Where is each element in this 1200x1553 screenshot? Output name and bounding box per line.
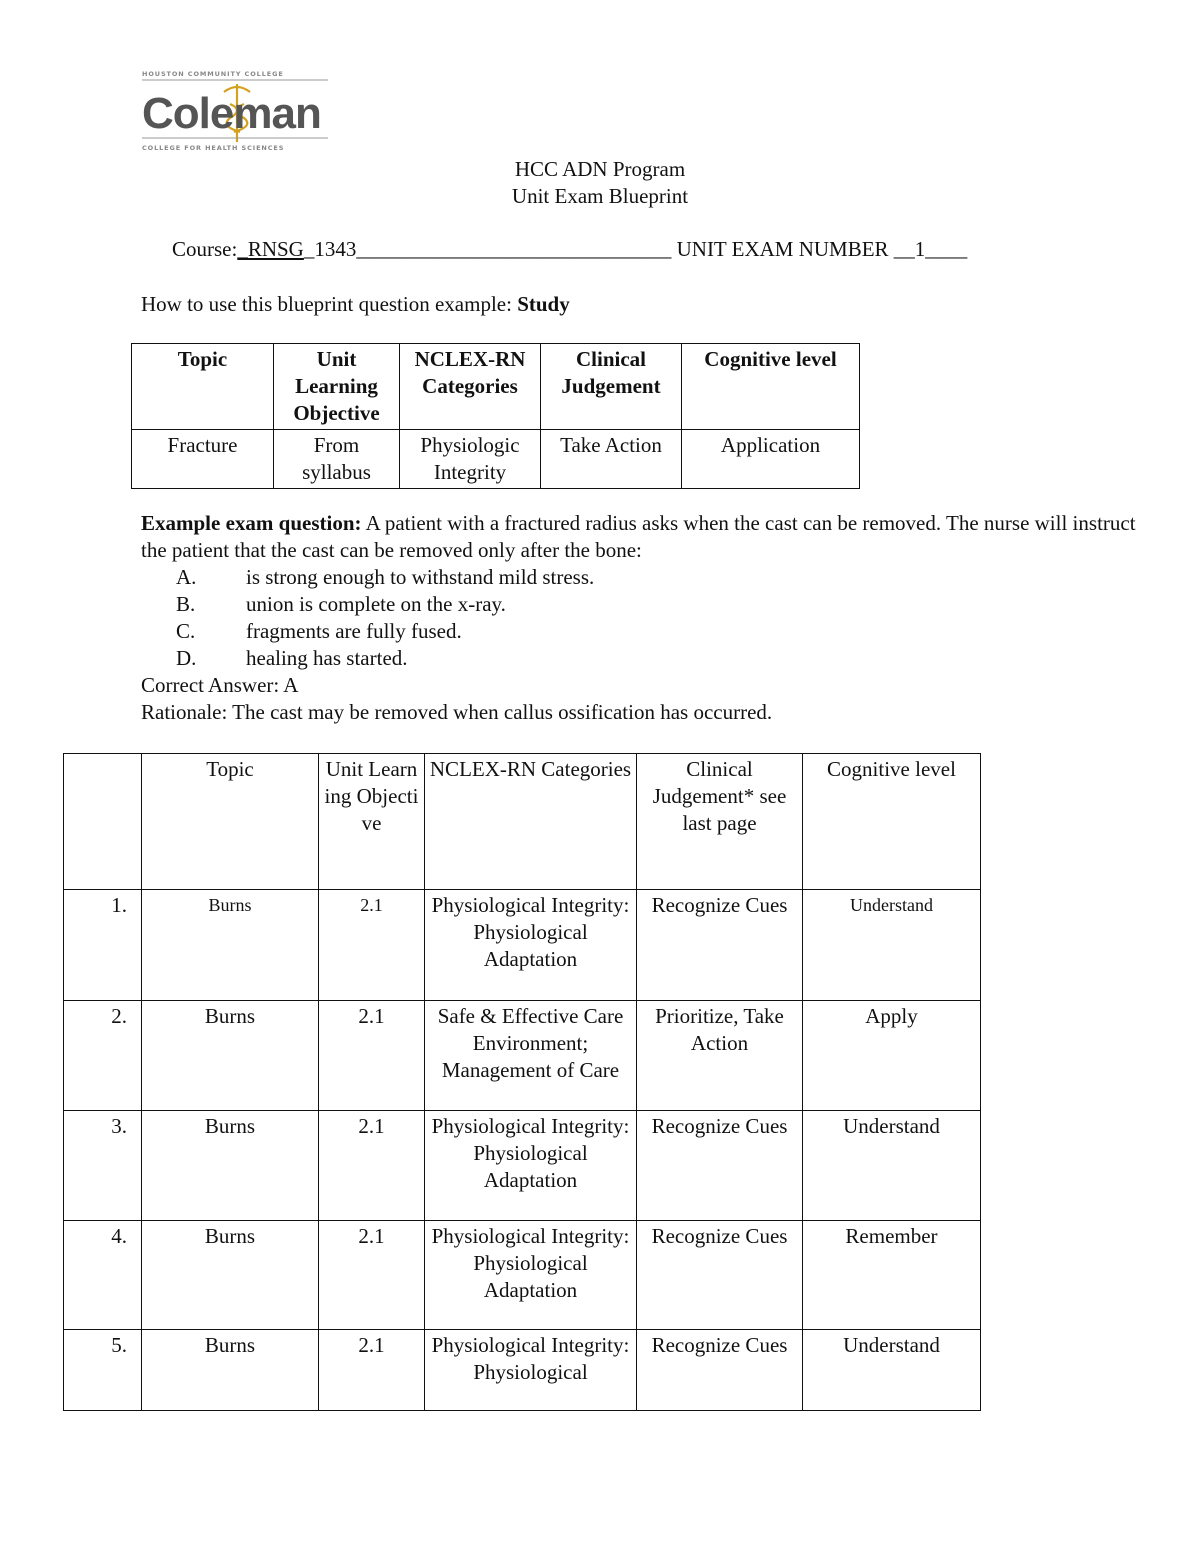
category-cell: Physiological Integrity: Physiological Adaptation	[425, 1111, 637, 1221]
table-cell: From syllabus	[274, 430, 400, 489]
judgement-cell: Recognize Cues	[637, 1111, 803, 1221]
table-row	[64, 1111, 981, 1221]
header-cell: Cognitive level	[803, 754, 981, 890]
question-number: 5.	[64, 1330, 142, 1411]
svg-text:Coleman: Coleman	[142, 89, 321, 138]
howto-bold: Study	[517, 292, 570, 316]
unit-exam-number: UNIT EXAM NUMBER __1____	[671, 237, 968, 261]
objective-cell: 2.1	[319, 890, 425, 1001]
cognitive-cell: Understand	[803, 1330, 981, 1411]
table-row	[64, 1221, 981, 1330]
header-cell: NCLEX-RN Categories	[425, 754, 637, 890]
correct-answer: Correct Answer: A	[141, 673, 299, 697]
objective-cell: 2.1	[319, 1001, 425, 1111]
header-cell: Cognitive level	[682, 344, 860, 430]
howto-text: How to use this blueprint question example:	[141, 292, 518, 316]
question-text: A patient with a fractured radius asks when the cast can be removed. The nurse will instruct the patient that the cast can be removed only after the bone:	[141, 511, 1136, 562]
judgement-cell: Recognize Cues	[637, 890, 803, 1001]
table-row	[64, 890, 981, 1001]
header-cell: Topic	[142, 754, 319, 890]
judgement-cell: Recognize Cues	[637, 1221, 803, 1330]
topic-cell: Burns	[142, 1111, 319, 1221]
college-logo	[140, 68, 332, 154]
title-block	[0, 156, 1200, 210]
course-label: Course:	[172, 237, 238, 261]
header-cell	[64, 754, 142, 890]
svg-text:HOUSTON COMMUNITY COLLEGE: HOUSTON COMMUNITY COLLEGE	[142, 70, 284, 78]
answer-option	[141, 564, 1141, 591]
howto-line	[141, 291, 570, 318]
cognitive-cell: Remember	[803, 1221, 981, 1330]
rationale: Rationale: The cast may be removed when callus ossification has occurred.	[141, 700, 773, 724]
answer-option	[141, 645, 1141, 672]
question-number: 2.	[64, 1001, 142, 1111]
category-cell: Safe & Effective Care Environment; Management of Care	[425, 1001, 637, 1111]
category-cell: Physiological Integrity: Physiological Adaptation	[425, 1221, 637, 1330]
option-letter: B.	[176, 592, 196, 616]
question-number: 1.	[64, 890, 142, 1001]
topic-cell: Burns	[142, 1221, 319, 1330]
header-cell: Unit Learning Objective	[274, 344, 400, 430]
svg-text:COLLEGE FOR HEALTH SCIENCES: COLLEGE FOR HEALTH SCIENCES	[142, 144, 285, 152]
question-label: Example exam question:	[141, 511, 362, 535]
blueprint-header-row	[64, 754, 981, 890]
option-text: healing has started.	[246, 646, 408, 670]
header-cell: Clinical Judgement	[541, 344, 682, 430]
option-letter: C.	[176, 619, 196, 643]
table-cell: Take Action	[541, 430, 682, 489]
option-letter: A.	[176, 565, 197, 589]
option-text: is strong enough to withstand mild stress.	[246, 565, 595, 589]
option-text: union is complete on the x-ray.	[246, 592, 506, 616]
course-value: _RNSG	[237, 237, 304, 261]
answer-option	[141, 591, 1141, 618]
example-blueprint-table	[131, 343, 860, 489]
document-subtitle: Unit Exam Blueprint	[511, 184, 689, 208]
table-row	[64, 1330, 981, 1411]
objective-cell: 2.1	[319, 1221, 425, 1330]
header-cell: Unit Learning Objective	[319, 754, 425, 890]
example-table-row	[132, 430, 860, 489]
table-cell: Physiologic Integrity	[400, 430, 541, 489]
header-cell: Clinical Judgement* see last page	[637, 754, 803, 890]
header-cell: Topic	[132, 344, 274, 430]
topic-cell: Burns	[142, 1330, 319, 1411]
example-table-header	[132, 344, 860, 430]
question-stem	[141, 510, 1141, 564]
judgement-cell: Prioritize, Take Action	[637, 1001, 803, 1111]
course-number: _1343______________________________	[303, 237, 672, 261]
cognitive-cell: Apply	[803, 1001, 981, 1111]
category-cell: Physiological Integrity: Physiological	[425, 1330, 637, 1411]
table-row	[64, 1001, 981, 1111]
header-cell: NCLEX-RN Categories	[400, 344, 541, 430]
course-line	[172, 236, 967, 263]
unit-exam-blueprint-table	[63, 753, 981, 1411]
topic-cell: Burns	[142, 890, 319, 1001]
question-number: 4.	[64, 1221, 142, 1330]
table-cell: Application	[682, 430, 860, 489]
program-title: HCC ADN Program	[514, 157, 686, 181]
answer-option	[141, 618, 1141, 645]
topic-cell: Burns	[142, 1001, 319, 1111]
objective-cell: 2.1	[319, 1330, 425, 1411]
question-number: 3.	[64, 1111, 142, 1221]
cognitive-cell: Understand	[803, 890, 981, 1001]
option-text: fragments are fully fused.	[246, 619, 462, 643]
cognitive-cell: Understand	[803, 1111, 981, 1221]
option-letter: D.	[176, 646, 197, 670]
example-question	[141, 510, 1141, 726]
table-cell: Fracture	[132, 430, 274, 489]
judgement-cell: Recognize Cues	[637, 1330, 803, 1411]
objective-cell: 2.1	[319, 1111, 425, 1221]
category-cell: Physiological Integrity: Physiological Adaptation	[425, 890, 637, 1001]
